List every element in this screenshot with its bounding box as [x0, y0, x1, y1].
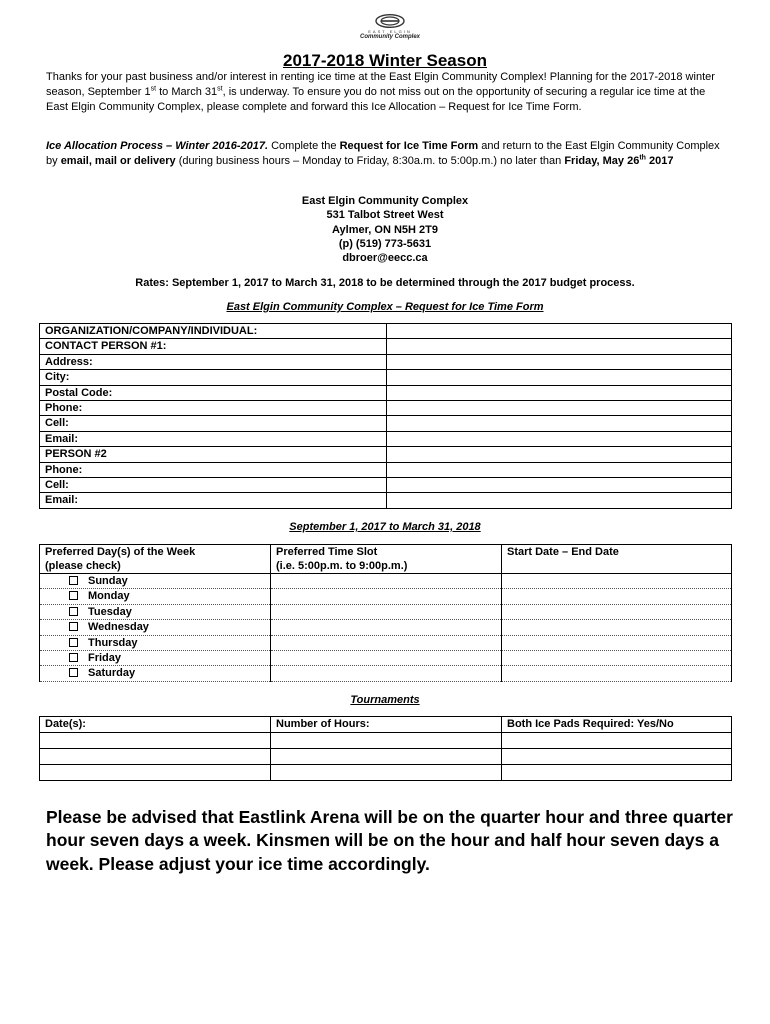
day-row — [40, 635, 732, 650]
contact-field-label: Cell: — [40, 416, 387, 431]
time-slot-cell[interactable] — [271, 650, 502, 665]
contact-field-value[interactable] — [387, 416, 732, 431]
page-title: 2017-2018 Winter Season — [283, 51, 487, 70]
day-label: Monday — [88, 590, 130, 603]
contact-row — [40, 385, 732, 400]
day-label: Friday — [88, 651, 122, 664]
contact-row — [40, 462, 732, 477]
contact-field-label: PERSON #2 — [40, 447, 387, 462]
intro-text-a: Thanks for your past business and/or interest in renting ice time at the East Elgin Community Complex! Planning for the 2017-2018 winter season, September 1 — [46, 71, 715, 99]
mailing-address — [0, 194, 770, 265]
contact-row — [40, 324, 732, 339]
address-city: Aylmer, ON N5H 2T9 — [332, 223, 438, 236]
form-heading: East Elgin Community Complex – Request for Ice Time Form — [226, 301, 544, 313]
day-checkbox[interactable] — [69, 576, 78, 585]
day-cell — [40, 635, 271, 650]
time-slot-cell[interactable] — [271, 635, 502, 650]
intro-text-b: to March 31 — [156, 86, 218, 99]
logo-line-2: Community Complex — [359, 34, 420, 40]
tournament-dates-cell[interactable] — [40, 765, 271, 781]
tournaments-table — [39, 716, 732, 781]
day-row — [40, 604, 732, 619]
day-cell — [40, 666, 271, 681]
day-label: Wednesday — [88, 621, 149, 634]
date-range-cell[interactable] — [502, 650, 732, 665]
contact-field-value[interactable] — [387, 354, 732, 369]
time-slot-header-cell — [271, 545, 502, 574]
contact-field-label: Email: — [40, 431, 387, 446]
day-cell — [40, 650, 271, 665]
contact-field-value[interactable] — [387, 339, 732, 354]
day-label: Thursday — [88, 636, 138, 649]
community-complex-logo — [345, 14, 435, 48]
date-range-header-cell — [502, 545, 732, 574]
contact-field-value[interactable] — [387, 400, 732, 415]
preferred-days-table — [39, 544, 732, 682]
day-checkbox[interactable] — [69, 607, 78, 616]
time-slot-cell[interactable] — [271, 574, 502, 589]
date-range-cell[interactable] — [502, 635, 732, 650]
day-checkbox[interactable] — [69, 668, 78, 677]
tournament-dates-cell[interactable] — [40, 733, 271, 749]
time-slot-cell[interactable] — [271, 589, 502, 604]
intro-sup-a: st — [150, 85, 157, 93]
date-range-header: Start Date – End Date — [507, 546, 619, 558]
address-street: 531 Talbot Street West — [326, 209, 444, 222]
time-slot-cell[interactable] — [271, 620, 502, 635]
date-range-cell[interactable] — [502, 589, 732, 604]
process-lead: Ice Allocation Process – Winter 2016-2017. — [46, 140, 269, 152]
contact-row — [40, 400, 732, 415]
date-range-cell[interactable] — [502, 604, 732, 619]
contact-field-label: City: — [40, 370, 387, 385]
day-row — [40, 666, 732, 681]
day-row — [40, 620, 732, 635]
contact-row — [40, 447, 732, 462]
contact-field-value[interactable] — [387, 447, 732, 462]
day-cell — [40, 589, 271, 604]
contact-field-value[interactable] — [387, 385, 732, 400]
day-checkbox[interactable] — [69, 591, 78, 600]
date-range-cell[interactable] — [502, 666, 732, 681]
process-text-a: Complete the — [268, 140, 340, 152]
date-range-cell[interactable] — [502, 620, 732, 635]
time-slot-cell[interactable] — [271, 604, 502, 619]
time-slot-header-line-2: (i.e. 5:00p.m. to 9:00p.m.) — [276, 560, 408, 572]
contact-row — [40, 431, 732, 446]
address-email: dbroer@eecc.ca — [342, 252, 428, 265]
rates-note: Rates: September 1, 2017 to March 31, 2018 to be determined through the 2017 budget process. — [135, 277, 635, 289]
contact-field-value[interactable] — [387, 324, 732, 339]
day-cell — [40, 574, 271, 589]
tournament-ice-pads-cell[interactable] — [502, 765, 732, 781]
day-label: Tuesday — [88, 605, 132, 618]
contact-field-value[interactable] — [387, 477, 732, 492]
day-cell — [40, 620, 271, 635]
day-row — [40, 574, 732, 589]
tournament-dates-header: Date(s): — [40, 717, 271, 733]
date-range-cell[interactable] — [502, 574, 732, 589]
process-deadline-sup: th — [639, 154, 646, 162]
time-slot-cell[interactable] — [271, 666, 502, 681]
contact-field-label: Postal Code: — [40, 385, 387, 400]
logo-emblem-icon — [375, 14, 405, 28]
process-paragraph — [46, 139, 726, 169]
contact-field-label: Address: — [40, 354, 387, 369]
contact-field-value[interactable] — [387, 431, 732, 446]
contact-row — [40, 339, 732, 354]
contact-field-value[interactable] — [387, 370, 732, 385]
tournament-ice-pads-cell[interactable] — [502, 749, 732, 765]
tournaments-heading: Tournaments — [350, 694, 420, 706]
days-header-line-1: Preferred Day(s) of the Week — [45, 546, 196, 558]
intro-sup-b: st — [217, 85, 223, 93]
tournament-hours-cell[interactable] — [271, 733, 502, 749]
process-text-b: and return to the East Elgin Community Complex by — [46, 140, 720, 168]
contact-field-value[interactable] — [387, 493, 732, 508]
contact-field-label: Phone: — [40, 400, 387, 415]
day-row — [40, 589, 732, 604]
process-bold-a: Request for Ice Time Form — [339, 140, 479, 152]
process-deadline-year: 2017 — [645, 155, 674, 168]
contact-row — [40, 493, 732, 508]
day-checkbox[interactable] — [69, 622, 78, 631]
intro-paragraph — [46, 70, 726, 116]
day-label: Sunday — [88, 575, 128, 587]
days-header-line-2: (please check) — [45, 560, 121, 572]
tournament-dates-cell[interactable] — [40, 749, 271, 765]
day-checkbox[interactable] — [69, 638, 78, 647]
address-phone: (p) (519) 773-5631 — [338, 237, 432, 250]
tournament-hours-header: Number of Hours: — [271, 717, 502, 733]
day-cell — [40, 604, 271, 619]
process-deadline: Friday, May 26 — [564, 155, 640, 168]
logo-line-1: EAST ELGIN — [368, 29, 412, 34]
contact-info-table — [39, 323, 732, 509]
contact-field-value[interactable] — [387, 462, 732, 477]
process-bold-b: email, mail or delivery — [60, 155, 176, 168]
contact-field-label: ORGANIZATION/COMPANY/INDIVIDUAL: — [40, 324, 387, 339]
contact-field-label: Phone: — [40, 462, 387, 477]
contact-field-label: Cell: — [40, 477, 387, 492]
time-slot-header-line-1: Preferred Time Slot — [276, 546, 378, 558]
tournament-hours-cell[interactable] — [271, 749, 502, 765]
day-row — [40, 650, 732, 665]
address-name: East Elgin Community Complex — [301, 195, 469, 207]
contact-row — [40, 370, 732, 385]
contact-field-label: CONTACT PERSON #1: — [40, 339, 387, 354]
tournament-ice-pads-cell[interactable] — [502, 733, 732, 749]
tournament-hours-cell[interactable] — [271, 765, 502, 781]
intro-text-c: , is underway. To ensure you do not miss out on the opportunity of securing a regular ice time at the East Elgin Community Complex, please complete and forward this Ice Allocation – Request for Ice Time Form. — [46, 86, 706, 114]
day-label: Saturday — [88, 667, 136, 680]
arena-schedule-notice: Please be advised that Eastlink Arena will be on the quarter hour and three quarter hour seven days a week. Kinsmen will be on the hour and half hour seven days a week. Please adjust your ice time accordingly. — [46, 807, 733, 874]
process-text-c: (during business hours – Monday to Friday, 8:30a.m. to 5:00p.m.) no later than — [175, 155, 565, 168]
contact-row — [40, 477, 732, 492]
season-heading: September 1, 2017 to March 31, 2018 — [289, 521, 481, 533]
contact-row — [40, 354, 732, 369]
contact-row — [40, 416, 732, 431]
contact-field-label: Email: — [40, 493, 387, 508]
day-checkbox[interactable] — [69, 653, 78, 662]
days-header-cell — [40, 545, 271, 574]
tournament-ice-pads-header: Both Ice Pads Required: Yes/No — [502, 717, 732, 733]
